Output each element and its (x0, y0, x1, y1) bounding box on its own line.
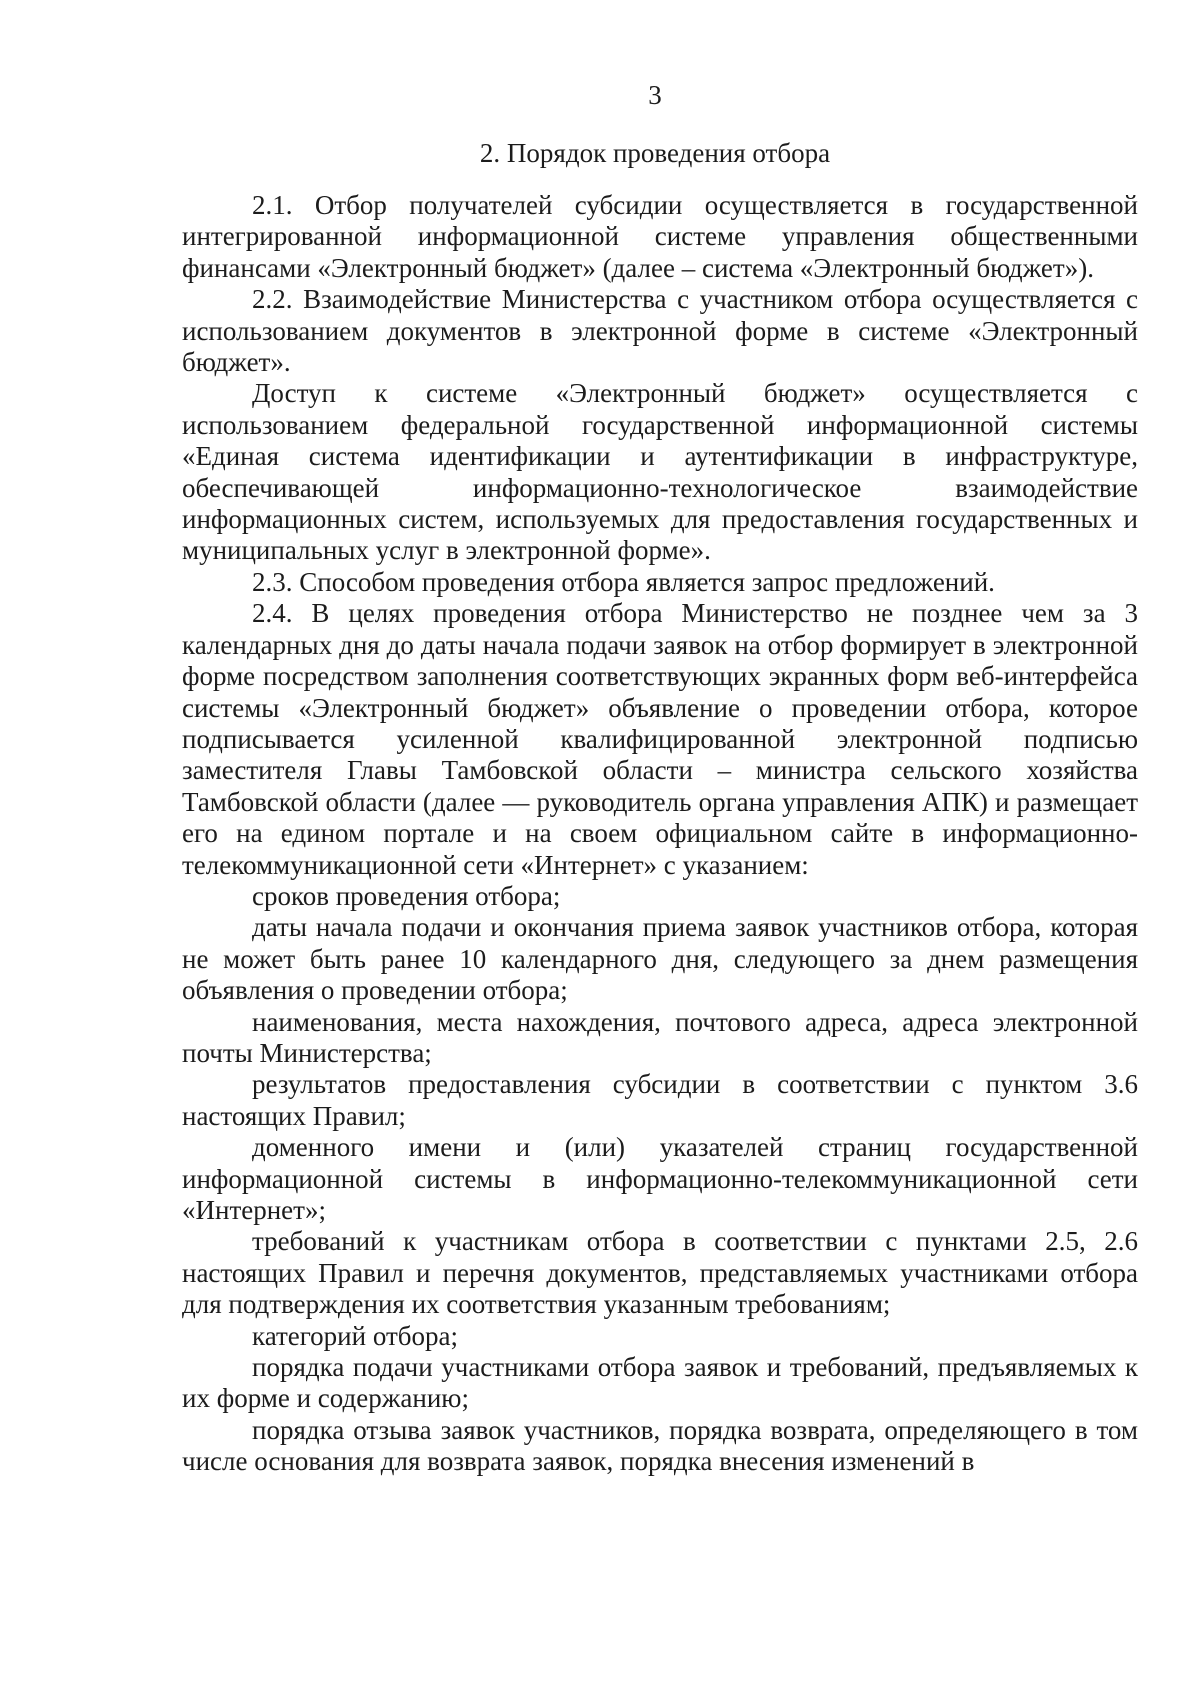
paragraph: 2.2. Взаимодействие Министерства с участником отбора осуществляется с использованием документов в электронной форме в системе «Электронный бюджет». (182, 284, 1138, 378)
paragraph: 2.4. В целях проведения отбора Министерство не позднее чем за 3 календарных дня до даты начала подачи заявок на отбор формирует в электронной форме посредством заполнения соответствующих экранных форм веб-интерфейса системы «Электронный бюджет» объявление о проведении отбора, которое подписывается усиленной квалифицированной электронной подписью заместителя Главы Тамбовской области – министра сельского хозяйства Тамбовской области (далее — руководитель органа управления АПК) и размещает его на едином портале и на своем официальном сайте в информационно-телекоммуникационной сети «Интернет» с указанием: (182, 598, 1138, 880)
paragraph: 2.1. Отбор получателей субсидии осуществляется в государственной интегрированной информационной системе управления общественными финансами «Электронный бюджет» (далее – система «Электронный бюджет»). (182, 190, 1138, 283)
list-item: даты начала подачи и окончания приема заявок участников отбора, которая не может быть ранее 10 календарного дня, следующего за днем размещения объявления о проведении отбора; (182, 912, 1138, 1006)
list-item: порядка отзыва заявок участников, порядка возврата, определяющего в том числе основания для возврата заявок, порядка внесения изменений в (182, 1414, 1138, 1477)
list-item: требований к участникам отбора в соответствии с пунктами 2.5, 2.6 настоящих Правил и перечня документов, представляемых участниками отбора для подтверждения их соответствия указанным требованиям; (182, 1226, 1138, 1320)
page-number: 3 (648, 80, 662, 110)
section-title: 2. Порядок проведения отбора (479, 138, 831, 168)
list-item: порядка подачи участниками отбора заявок и требований, предъявляемых к их форме и содержанию; (182, 1352, 1138, 1414)
list-item: доменного имени и (или) указателей страниц государственной информационной системы в информационно-телекоммуникационной сети «Интернет»; (182, 1132, 1138, 1225)
list-item: результатов предоставления субсидии в соответствии с пунктом 3.6 настоящих Правил; (182, 1069, 1138, 1131)
document-body (182, 190, 1138, 1478)
paragraph: Доступ к системе «Электронный бюджет» осуществляется с использованием федеральной государственной информационной системы «Единая система идентификации и аутентификации в инфраструктуре, обеспечивающей информационно-технологическое взаимодействие информационных систем, используемых для предоставления государственных и муниципальных услуг в электронной форме». (182, 378, 1138, 566)
list-item: наименования, места нахождения, почтового адреса, адреса электронной почты Министерства; (182, 1006, 1138, 1068)
list-item: сроков проведения отбора; (252, 880, 561, 911)
list-item: категорий отбора; (252, 1320, 458, 1351)
paragraph: 2.3. Способом проведения отбора является запрос предложений. (252, 566, 995, 597)
